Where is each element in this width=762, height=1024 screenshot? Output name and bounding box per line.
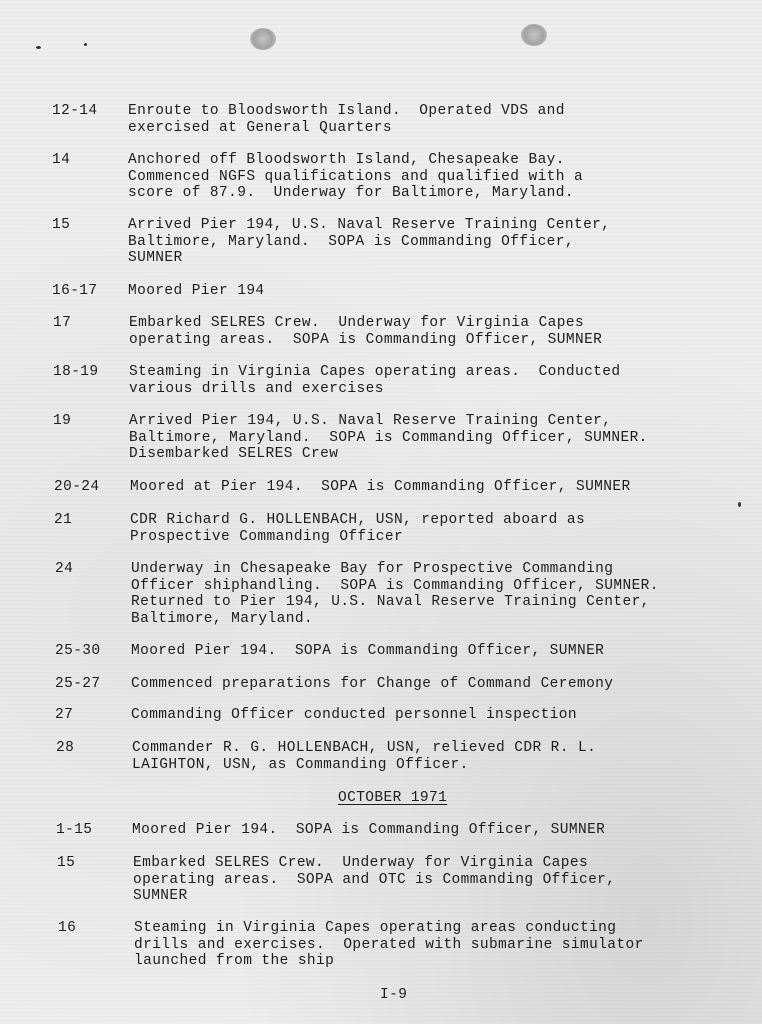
entry-date: 15 (52, 217, 71, 233)
log-entry (55, 707, 577, 724)
entry-date: 16-17 (52, 283, 98, 299)
scan-speck (738, 502, 741, 507)
log-entry (52, 217, 610, 267)
entry-date: 27 (55, 707, 74, 723)
entry-date: 18-19 (53, 364, 99, 380)
entry-date: 24 (55, 561, 74, 577)
log-entry (55, 676, 613, 693)
entry-text: Arrived Pier 194, U.S. Naval Reserve Training Center, Baltimore, Maryland. SOPA is Commanding Officer, SUMNER (128, 217, 611, 266)
entry-text: Underway in Chesapeake Bay for Prospective Commanding Officer shiphandling. SOPA is Commanding Officer, SUMNER. Returned to Pier 194, U.S. Naval Reserve Training Center, Baltimore, Maryland. (131, 561, 659, 627)
log-entry (54, 479, 631, 496)
month-heading: OCTOBER 1971 (338, 790, 448, 806)
log-entry (58, 920, 644, 970)
entry-date: 14 (52, 152, 71, 168)
entry-text: Moored Pier 194. SOPA is Commanding Officer, SUMNER (132, 822, 606, 838)
punch-hole (521, 24, 547, 46)
entry-date: 1-15 (56, 822, 93, 838)
entry-date: 16 (58, 920, 77, 936)
log-entry (53, 364, 620, 397)
log-entry (56, 740, 596, 773)
entry-date: 17 (53, 315, 72, 331)
scan-speck (84, 43, 87, 46)
log-entry (55, 561, 659, 627)
log-entry (55, 643, 604, 660)
entry-date: 19 (53, 413, 72, 429)
log-entry (53, 413, 648, 463)
entry-date: 12-14 (52, 103, 98, 119)
entry-text: Steaming in Virginia Capes operating areas conducting drills and exercises. Operated with submarine simulator launched from the ship (134, 920, 644, 969)
entry-text: Commander R. G. HOLLENBACH, USN, relieved CDR R. L. LAIGHTON, USN, as Commanding Officer. (132, 740, 597, 773)
entry-text: Anchored off Bloodsworth Island, Chesapeake Bay. Commenced NGFS qualifications and qualified with a score of 87.9. Underway for Baltimore, Maryland. (128, 152, 584, 201)
log-entry (57, 855, 615, 905)
entry-text: Embarked SELRES Crew. Underway for Virginia Capes operating areas. SOPA and OTC is Commanding Officer, SUMNER (133, 855, 616, 904)
entry-text: Embarked SELRES Crew. Underway for Virginia Capes operating areas. SOPA is Commanding Officer, SUMNER (129, 315, 603, 348)
entry-text: Arrived Pier 194, U.S. Naval Reserve Training Center, Baltimore, Maryland. SOPA is Commanding Officer, SUMNER. Disembarked SELRES Crew (129, 413, 648, 462)
entry-text: Moored at Pier 194. SOPA is Commanding Officer, SUMNER (130, 479, 631, 495)
entry-date: 25-30 (55, 643, 101, 659)
log-entry (56, 822, 605, 839)
log-entry (52, 103, 565, 136)
page-number: I-9 (380, 987, 408, 1003)
entry-date: 21 (54, 512, 73, 528)
entry-text: Commenced preparations for Change of Command Ceremony (131, 676, 614, 692)
scan-speck (36, 46, 41, 49)
entry-text: Moored Pier 194. SOPA is Commanding Officer, SUMNER (131, 643, 605, 659)
entry-text: Commanding Officer conducted personnel inspection (131, 707, 577, 723)
log-entry (54, 512, 585, 545)
punch-hole (250, 28, 276, 50)
entry-text: Moored Pier 194 (128, 283, 265, 299)
entry-text: Enroute to Bloodsworth Island. Operated VDS and exercised at General Quarters (128, 103, 565, 136)
entry-text: Steaming in Virginia Capes operating areas. Conducted various drills and exercises (129, 364, 621, 397)
entry-text: CDR Richard G. HOLLENBACH, USN, reported aboard as Prospective Commanding Officer (130, 512, 586, 545)
log-entry (53, 315, 602, 348)
entry-date: 15 (57, 855, 76, 871)
log-entry (52, 152, 583, 202)
entry-date: 28 (56, 740, 75, 756)
log-entry (52, 283, 265, 300)
entry-date: 20-24 (54, 479, 100, 495)
entry-date: 25-27 (55, 676, 101, 692)
